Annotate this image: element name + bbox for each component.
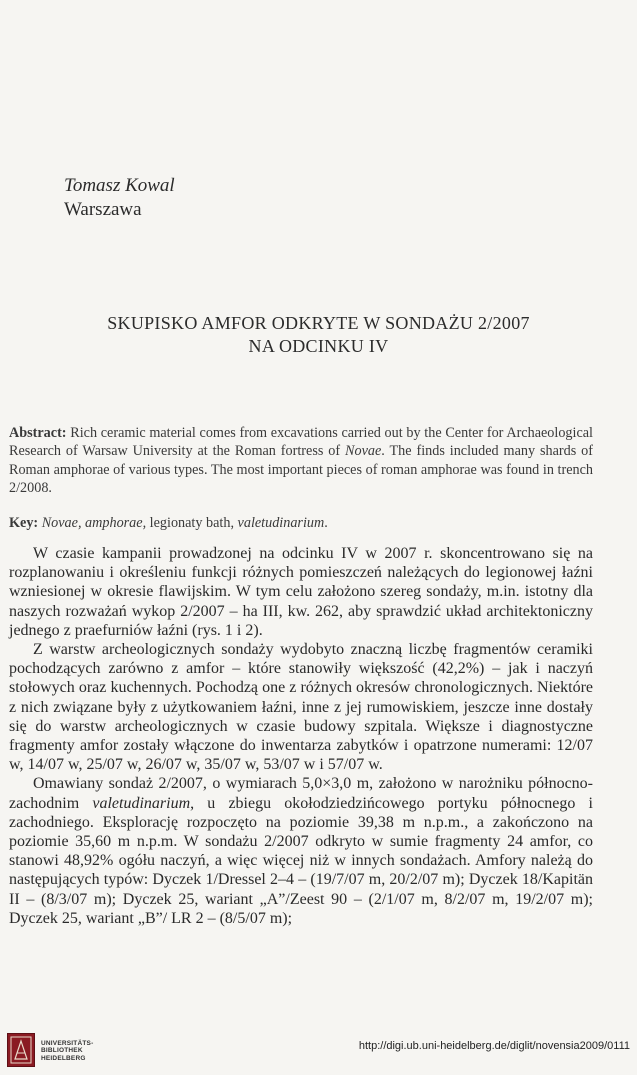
author-affiliation: Warszawa bbox=[64, 199, 142, 220]
paragraph-1: W czasie kampanii prowadzonej na odcinku IV w 2007 r. skoncentrowano się na rozplanowaniu i określeniu funkcji różnych pomieszczeń należących do legionowej łaźni wzniesionej w okresie flawijskim. W tym celu założono szereg sondaży, m.in. istotny dla naszych rozważań wykop 2/2007 – ha III, kw. 262, aby sprawdzić układ architektoniczny jednego z praefurniów łaźni (rys. 1 i 2). bbox=[9, 545, 593, 639]
library-name-line-1: UNIVERSITÄTS- bbox=[41, 1040, 94, 1047]
source-url-link[interactable]: http://digi.ub.uni-heidelberg.de/diglit/novensia2009/0111 bbox=[358, 1040, 630, 1052]
abstract-novae: Novae bbox=[345, 443, 382, 460]
library-name-line-3: HEIDELBERG bbox=[41, 1054, 86, 1062]
keywords-plain: legionaty bath, bbox=[146, 515, 238, 531]
abstract-text-b: . The finds included many shards of Roman amphorae of various types. The most important pieces of roman amphorae was found in trench 2/2008. bbox=[9, 443, 593, 496]
library-name-line-2: BIBLIOTHEK bbox=[41, 1047, 83, 1055]
keywords-label: Key: bbox=[9, 515, 39, 531]
author-name: Tomasz Kowal bbox=[64, 175, 175, 196]
keywords-italic-2: valetudinarium bbox=[237, 515, 325, 531]
paragraph-3-a: Omawiany sondaż 2/2007, o wymiarach 5,0×3,0 m, założono w narożniku północno-zachodnim bbox=[9, 775, 593, 812]
keywords-italic-1: Novae, amphorae, bbox=[38, 515, 147, 531]
keywords bbox=[9, 514, 593, 532]
library-name bbox=[41, 1040, 93, 1062]
abstract-label: Abstract: bbox=[9, 425, 67, 441]
paragraph-2: Z warstw archeologicznych sondaży wydobyto znaczną liczbę fragmentów ceramiki pochodzących zarówno z amfor – które stanowiły większość (42,2%) – jak i naczyń stołowych oraz kuchennych. Pochodzą one z różnych okresów chronologicznych. Niektóre z nich związane były z użytkowaniem łaźni, inne z jej rumowiskiem, jeszcze inne dostały się do warstw archeologicznych w czasie budowy szpitala. Większe i diagnostyczne fragmenty amfor zostały włączone do inwentarza zabytków i opatrzone numerami: 12/07 w, 14/07 w, 25/07 w, 26/07 w, 35/07 w, 53/07 w i 57/07 w. bbox=[9, 641, 593, 774]
library-emblem-icon bbox=[7, 1033, 35, 1067]
paragraph-3-b: , u zbiegu okołodziedzińcowego portyku północnego i zachodniego. Eksplorację rozpoczęto na poziomie 39,38 m n.p.m., a zakończono na poziomie 35,60 m n.p.m. W sondażu 2/2007 odkryto w sumie fragmenty 24 amfor, co stanowi 48,92% ogółu naczyń, a więc więcej niż w innych sondażach. Amfory należą do następujących typów: Dyczek 1/Dressel 2–4 – (19/7/07 m, 20/2/07 m); Dyczek 18/Kapitän II – (8/3/07 m); Dyczek 25, wariant „A”/Zeest 90 – (2/1/07 m, 8/2/07 m, 19/2/07 m); Dyczek 25, wariant „B”/ LR 2 – (8/5/07 m); bbox=[9, 794, 593, 927]
author-block bbox=[64, 174, 175, 222]
abstract-text-a: Rich ceramic material comes from excavations carried out by the Center for Archaeological Research of Warsaw University at the Roman fortress of bbox=[9, 425, 593, 460]
title-line-2: NA ODCINKU IV bbox=[248, 336, 389, 356]
article-title bbox=[0, 312, 637, 358]
paragraph-3 bbox=[9, 774, 593, 928]
body-text bbox=[9, 544, 593, 928]
abstract bbox=[9, 424, 593, 497]
paragraph-3-valetudinarium: valetudinarium bbox=[92, 794, 191, 812]
keywords-end: . bbox=[324, 515, 328, 531]
title-line-1: SKUPISKO AMFOR ODKRYTE W SONDAŻU 2/2007 bbox=[107, 313, 530, 333]
library-logo[interactable] bbox=[7, 1033, 127, 1069]
